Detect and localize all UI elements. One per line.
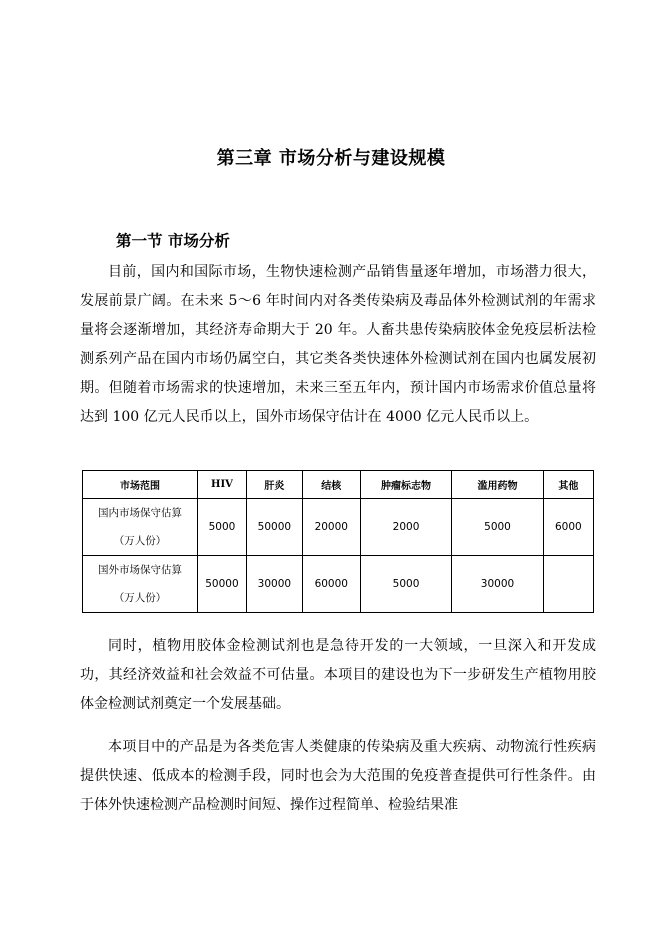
table-header-cell: 市场范围 [83, 471, 198, 499]
table-cell: 30000 [452, 556, 543, 613]
row-label-line: 国内市场保守估算 [97, 507, 182, 519]
chapter-title: 第三章 市场分析与建设规模 [216, 148, 446, 169]
section-title: 第一节 市场分析 [116, 232, 230, 250]
paragraph-project-products: 本项目中的产品是为各类危害人类健康的传染病及重大疾病、动物流行性疾病提供快速、低成本的检测手段，同时也会为大范围的免疫普查提供可行性条件。由于体外快速检测产品检测时间短、操作过程简单、检验结果准 [80, 739, 596, 813]
paragraph-market-overview: 目前，国内和国际市场，生物快速检测产品销售量逐年增加，市场潜力很大，发展前景广阔。在未来 5～6 年时间内对各类传染病及毒品体外检测试剂的年需求量将会逐渐增加，其经济寿命期大于 20 年。人畜共患传染病胶体金免疫层析法检测系列产品在国内市场仍属空白，其它类各类快速体外检测试剂在国内也属发展初期。但随着市场需求的快速增加，未来三至五年内，预计国内市场需求价值总量将达到 100 亿元人民币以上，国外市场保守估计在 4000 亿元人民币以上。 [80, 264, 596, 425]
table-cell: 20000 [302, 499, 360, 556]
table-header-cell: 结核 [302, 471, 360, 499]
table-cell: 5000 [360, 556, 451, 613]
table-header-cell: 滥用药物 [452, 471, 543, 499]
table-header-cell: 肿瘤标志物 [360, 471, 451, 499]
table-header-row [83, 471, 594, 499]
row-label-international [83, 556, 198, 613]
table-cell: 2000 [360, 499, 451, 556]
table-cell: 30000 [246, 556, 302, 613]
row-label-line: 国外市场保守估算 [97, 564, 182, 576]
row-label-unit: （万人份） [113, 592, 167, 604]
table-cell: 5000 [452, 499, 543, 556]
row-label-unit: （万人份） [113, 535, 167, 547]
table-cell [543, 556, 593, 613]
table-header-cell: 其他 [543, 471, 593, 499]
table-cell: 5000 [197, 499, 246, 556]
table-header-cell: 肝炎 [246, 471, 302, 499]
market-size-table [82, 470, 594, 613]
table-cell: 6000 [543, 499, 593, 556]
table-header-cell: HIV [197, 471, 246, 499]
row-label-domestic [83, 499, 198, 556]
table-cell: 50000 [246, 499, 302, 556]
table-cell: 50000 [197, 556, 246, 613]
table-cell: 60000 [302, 556, 360, 613]
paragraph-plant-reagents: 同时，植物用胶体金检测试剂也是急待开发的一大领域，一旦深入和开发成功，其经济效益和社会效益不可估量。本项目的建设也为下一步研发生产植物用胶体金检测试剂奠定一个发展基础。 [80, 638, 596, 712]
